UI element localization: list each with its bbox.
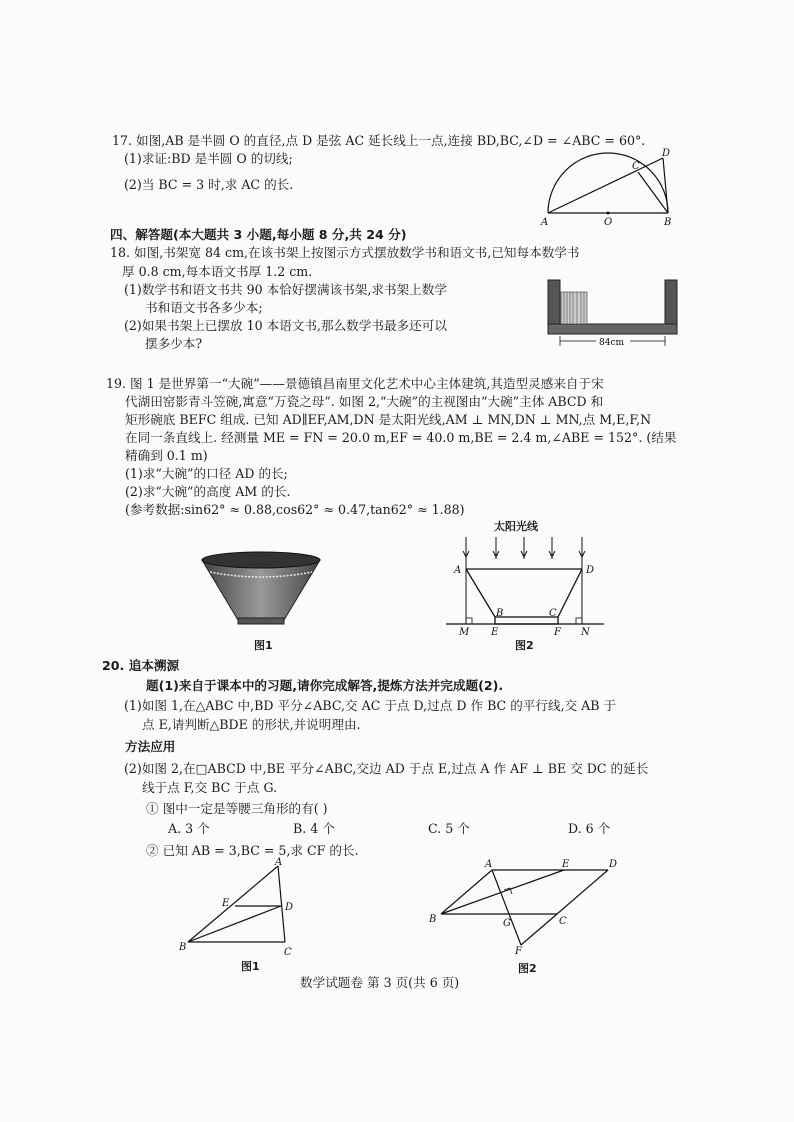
q20-part1-line1: (1)如图 1,在△ABC 中,BD 平分∠ABC,交 AC 于点 D,过点 D 作 BC 的平行线,交 AB 于 <box>124 698 617 713</box>
q19-reference: (参考数据:sin62° ≈ 0.88,cos62° ≈ 0.47,tan62° ≈ 1.88) <box>125 502 465 517</box>
page-footer: 数学试题卷 第 3 页(共 6 页) <box>300 975 460 990</box>
q20-part2-line1: (2)如图 2,在□ABCD 中,BE 平分∠ABC,交边 AD 于点 E,过点 A 作 AF ⊥ BE 交 DC 的延长 <box>124 761 649 776</box>
q17-figure <box>540 145 690 228</box>
q18-line3: (1)数学书和语文书共 90 本恰好摆满该书架,求书架上数学 <box>124 282 447 297</box>
q19-fig1-caption: 图1 <box>254 639 273 652</box>
fig2-label-e: E <box>491 627 499 638</box>
q17-stem: 17. 如图,AB 是半圆 O 的直径,点 D 是弦 AC 延长线上一点,连接 BD,BC,∠D = ∠ABC = 60°. <box>112 133 646 148</box>
q17-label-b: B <box>664 217 672 228</box>
shelf-width-label: 84cm <box>599 338 625 348</box>
q19-fig2 <box>440 535 630 645</box>
q20-fig2 <box>425 856 625 956</box>
q17-part2: (2)当 BC = 3 时,求 AC 的长. <box>124 177 294 192</box>
q18-bookshelf-figure <box>548 280 688 352</box>
q17-label-d: D <box>662 148 671 159</box>
q20-sub2: ② 已知 AB = 3,BC = 5,求 CF 的长. <box>146 843 359 858</box>
option-a: A. 3 个 <box>168 821 210 836</box>
q18-line5: (2)如果书架上已摆放 10 本语文书,那么数学书最多还可以 <box>124 318 447 333</box>
q20-fig1-caption: 图1 <box>241 960 260 973</box>
q17-label-o: O <box>604 217 613 228</box>
q19-line2: 代湖田窑影青斗笠碗,寓意“万瓷之母”. 如图 2,“大碗”的主视图由“大碗”主体 ABCD 和 <box>125 394 604 409</box>
q20-part1-line2: 点 E,请判断△BDE 的形状,并说明理由. <box>142 717 361 732</box>
q17-label-a: A <box>541 217 549 228</box>
f2-label-e: E <box>562 859 570 870</box>
fig2-label-d: D <box>586 565 595 576</box>
fig2-label-n: N <box>581 627 590 638</box>
f2-label-c: C <box>559 916 567 927</box>
q19-line4: 在同一条直线上. 经测量 ME = FN = 20.0 m,EF = 40.0 m,BE = 2.4 m,∠ABE = 152°. (结果 <box>125 430 677 445</box>
q19-line1: 19. 图 1 是世界第一“大碗”——景德镇昌南里文化艺术中心主体建筑,其造型灵感来自于宋 <box>106 376 604 391</box>
f1-label-d: D <box>285 902 294 913</box>
q20-sub1: ① 图中一定是等腰三角形的有( ) <box>146 801 328 816</box>
option-c: C. 5 个 <box>428 821 470 836</box>
f1-label-a: A <box>275 857 283 868</box>
q18-line4: 书和语文书各多少本; <box>145 300 263 315</box>
q18-line2: 厚 0.8 cm,每本语文书厚 1.2 cm. <box>122 264 313 279</box>
q17-part1: (1)求证:BD 是半圆 O 的切线; <box>124 151 293 166</box>
q19-fig2-caption: 图2 <box>515 639 534 652</box>
q20-fig1 <box>175 857 305 960</box>
f1-label-e: E <box>222 898 230 909</box>
q20-fig2-caption: 图2 <box>518 962 537 975</box>
q19-line5: 精确到 0.1 m) <box>125 448 208 463</box>
section-heading: 四、解答题(本大题共 3 小题,每小题 8 分,共 24 分) <box>110 227 407 242</box>
q20-intro: 题(1)来自于课本中的习题,请你完成解答,提炼方法并完成题(2). <box>146 678 504 693</box>
method-heading: 方法应用 <box>125 739 176 754</box>
f1-label-b: B <box>179 942 187 953</box>
q19-part1: (1)求“大碗”的口径 AD 的长; <box>125 466 288 481</box>
sunlight-label: 太阳光线 <box>494 520 538 533</box>
fig2-label-b: B <box>496 608 504 619</box>
q18-line6: 摆多少本? <box>145 336 203 351</box>
q17-label-c: C <box>632 161 640 172</box>
q18-line1: 18. 如图,书架宽 84 cm,在该书架上按图示方式摆放数学书和语文书,已知每本数学书 <box>110 245 580 260</box>
f2-label-b: B <box>429 914 437 925</box>
option-d: D. 6 个 <box>568 821 611 836</box>
fig2-label-m: M <box>459 627 470 638</box>
f2-label-g: G <box>503 918 511 929</box>
q20-title: 20. 追本溯源 <box>102 658 180 673</box>
q20-part2-line2: 线于点 F,交 BC 于点 G. <box>142 780 278 795</box>
f2-label-f: F <box>515 946 522 957</box>
fig2-label-f: F <box>554 627 561 638</box>
f2-label-a: A <box>485 859 493 870</box>
fig2-label-c: C <box>549 608 557 619</box>
q19-part2: (2)求“大碗”的高度 AM 的长. <box>125 484 291 499</box>
option-b: B. 4 个 <box>293 821 335 836</box>
f2-label-d: D <box>609 859 618 870</box>
big-bowl-photo <box>196 548 326 628</box>
f1-label-c: C <box>284 947 292 958</box>
q19-line3: 矩形碗底 BEFC 组成. 已知 AD∥EF,AM,DN 是太阳光线,AM ⊥ MN,DN ⊥ MN,点 M,E,F,N <box>125 412 652 427</box>
fig2-label-a: A <box>454 565 462 576</box>
